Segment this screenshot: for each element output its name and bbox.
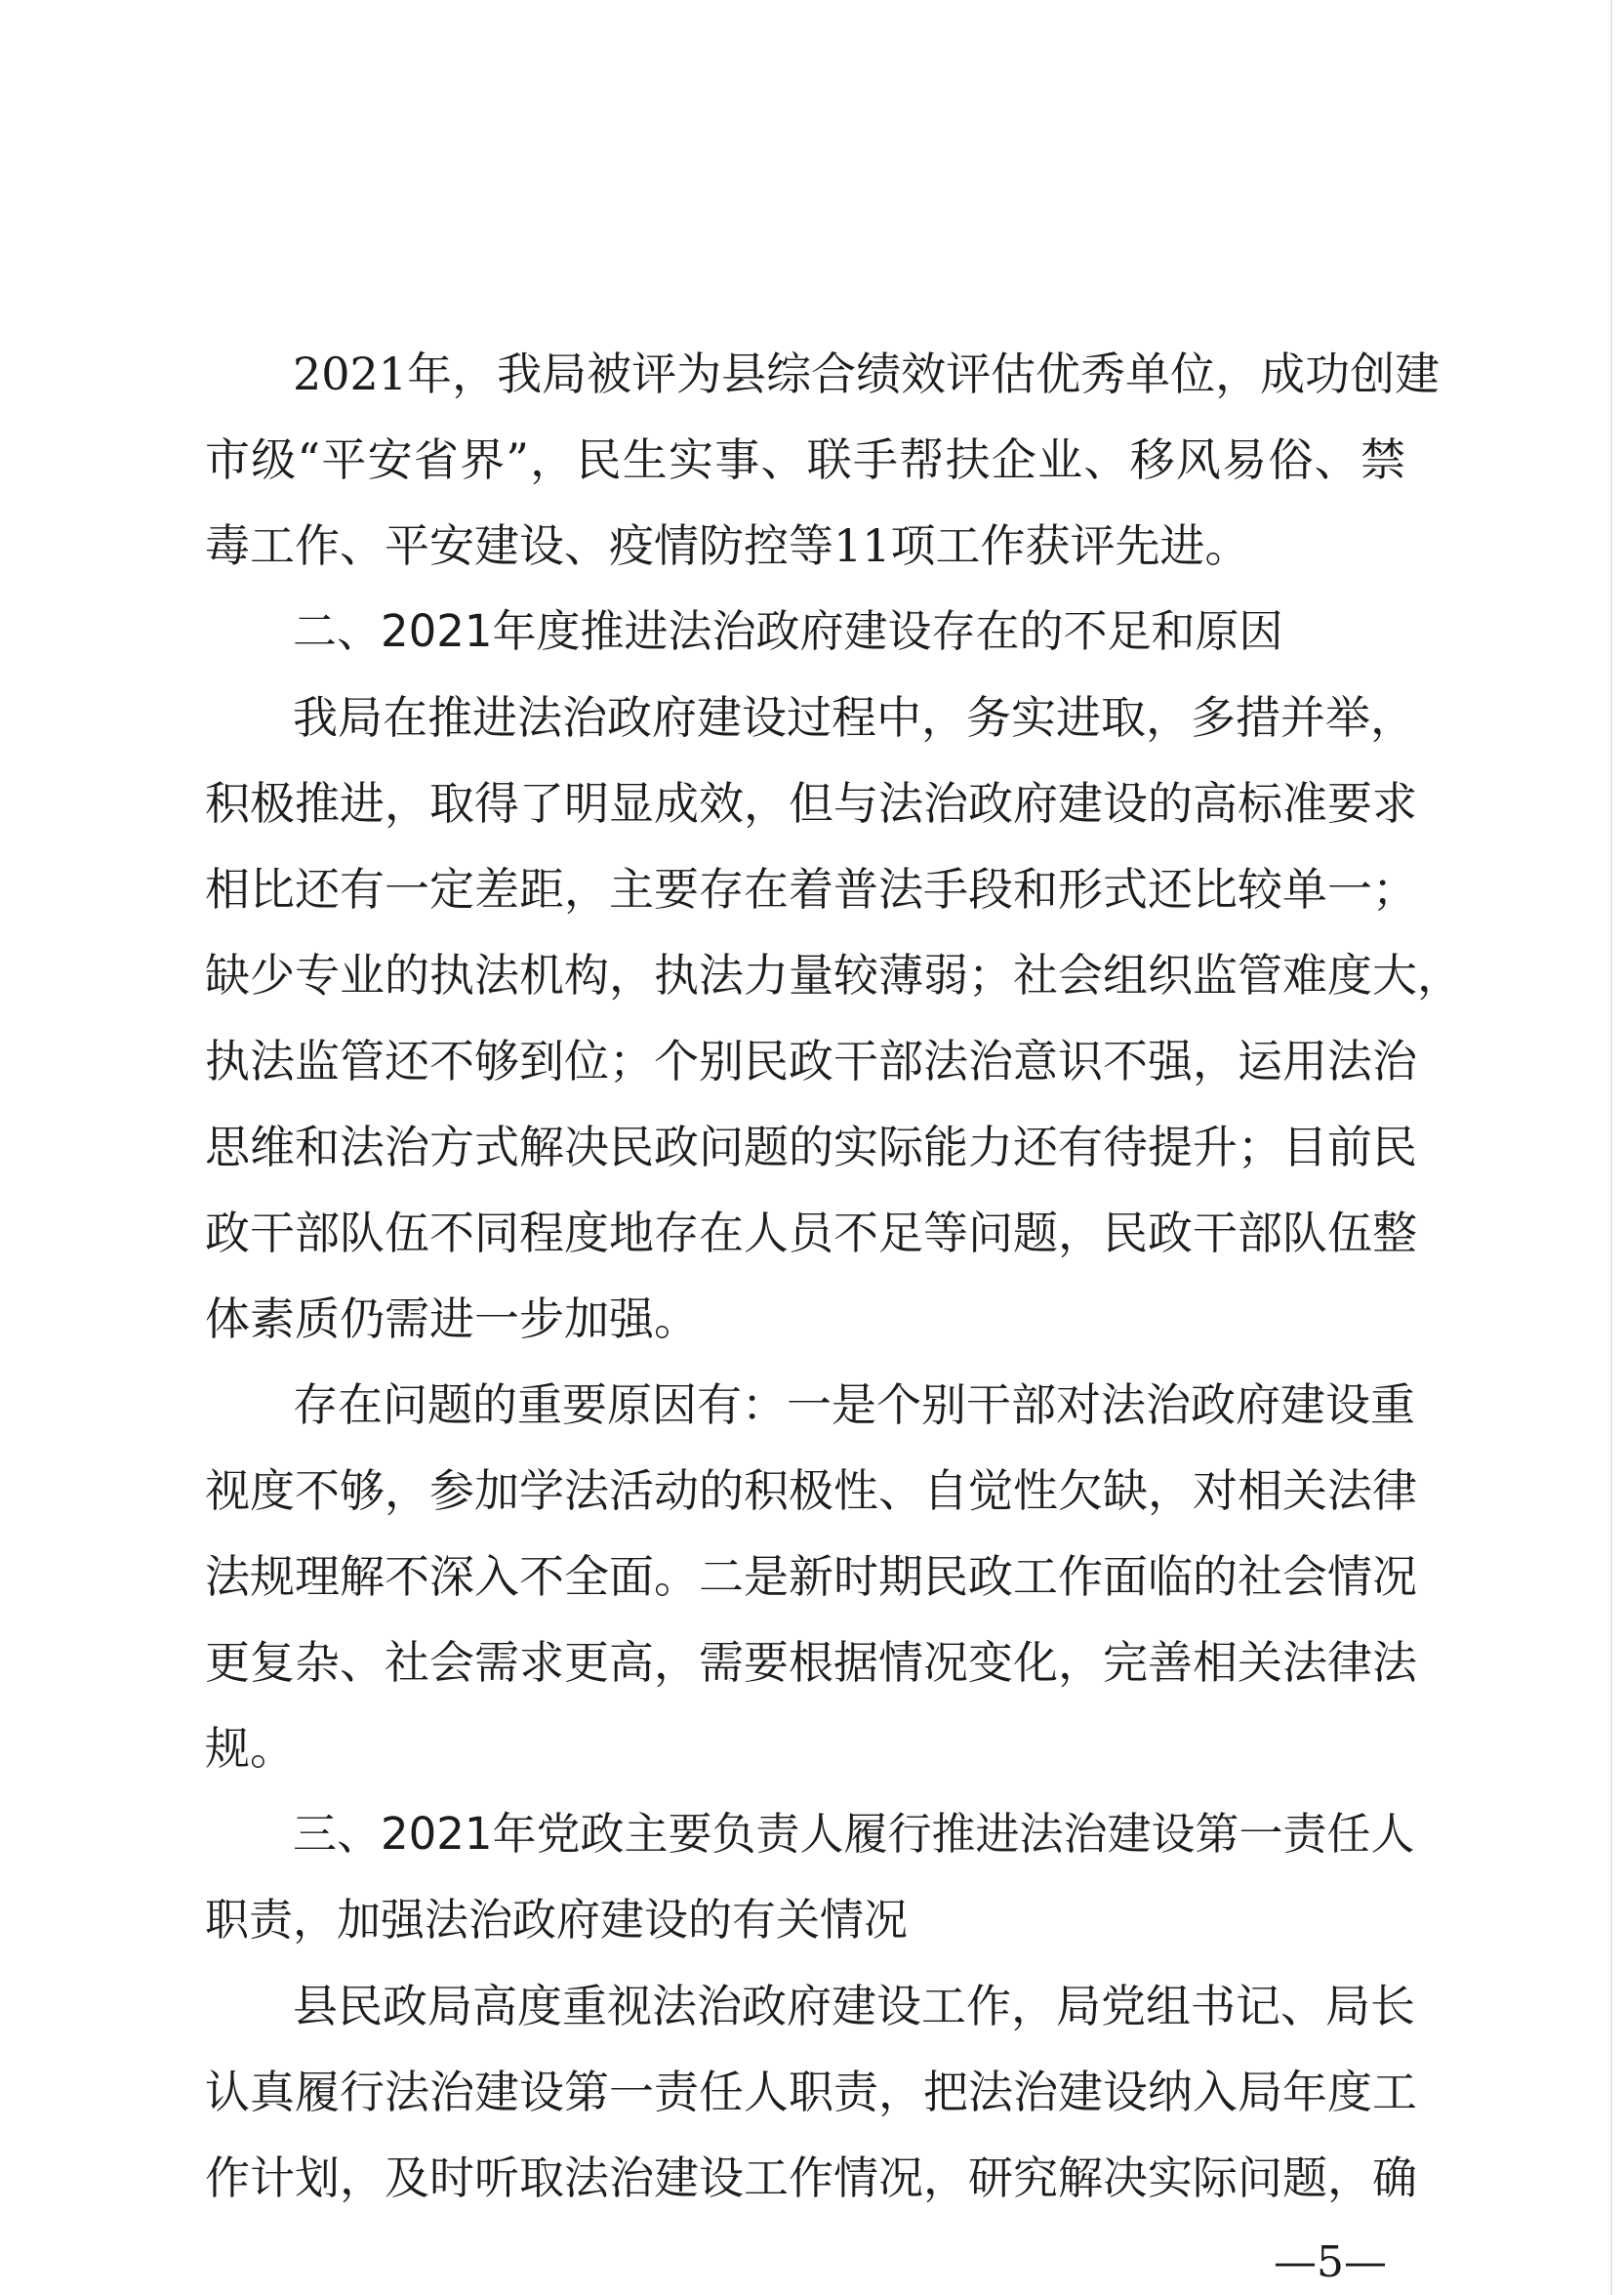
paragraph-2-line-4: 缺少专业的执法机构，执法力量较薄弱；社会组织监管难度大， xyxy=(205,949,1462,1002)
paragraph-2-line-5: 执法监管还不够到位；个别民政干部法治意识不强，运用法治 xyxy=(205,1035,1417,1087)
paragraph-2-line-6: 思维和法治方式解决民政问题的实际能力还有待提升；目前民 xyxy=(205,1121,1417,1173)
paragraph-2-line-3: 相比还有一定差距，主要存在着普法手段和形式还比较单一； xyxy=(205,863,1417,916)
section-heading-3-line-1: 三、2021年党政主要负责人履行推进法治建设第一责任人 xyxy=(293,1808,1415,1860)
page-number: —5— xyxy=(1274,2237,1387,2287)
paragraph-2-line-1: 我局在推进法治政府建设过程中，务实进取，多措并举， xyxy=(293,691,1415,744)
paragraph-3-line-1: 存在问题的重要原因有：一是个别干部对法治政府建设重 xyxy=(293,1378,1415,1431)
scan-edge-line xyxy=(1610,0,1612,2295)
paragraph-1-line-1: 2021年，我局被评为县综合绩效评估优秀单位，成功创建 xyxy=(293,348,1441,400)
paragraph-3-line-2: 视度不够，参加学法活动的积极性、自觉性欠缺，对相关法律 xyxy=(205,1464,1417,1517)
paragraph-1-line-3: 毒工作、平安建设、疫情防控等11项工作获评先进。 xyxy=(205,519,1250,572)
paragraph-2-line-8: 体素质仍需进一步加强。 xyxy=(205,1292,699,1345)
paragraph-4-line-2: 认真履行法治建设第一责任人职责，把法治建设纳入局年度工 xyxy=(205,2066,1417,2118)
paragraph-1-line-2: 市级“平安省界”，民生实事、联手帮扶企业、移风易俗、禁 xyxy=(205,433,1405,486)
section-heading-2: 二、2021年度推进法治政府建设存在的不足和原因 xyxy=(293,605,1283,657)
paragraph-4-line-1: 县民政局高度重视法治政府建设工作，局党组书记、局长 xyxy=(293,1980,1415,2032)
section-heading-3-line-2: 职责，加强法治政府建设的有关情况 xyxy=(205,1894,909,1946)
paragraph-2-line-7: 政干部队伍不同程度地存在人员不足等问题，民政干部队伍整 xyxy=(205,1207,1417,1259)
paragraph-3-line-4: 更复杂、社会需求更高，需要根据情况变化，完善相关法律法 xyxy=(205,1636,1417,1689)
paragraph-4-line-3: 作计划，及时听取法治建设工作情况，研究解决实际问题，确 xyxy=(205,2152,1417,2204)
paragraph-3-line-5: 规。 xyxy=(205,1722,295,1775)
paragraph-3-line-3: 法规理解不深入不全面。二是新时期民政工作面临的社会情况 xyxy=(205,1550,1417,1603)
paragraph-2-line-2: 积极推进，取得了明显成效，但与法治政府建设的高标准要求 xyxy=(205,777,1417,830)
